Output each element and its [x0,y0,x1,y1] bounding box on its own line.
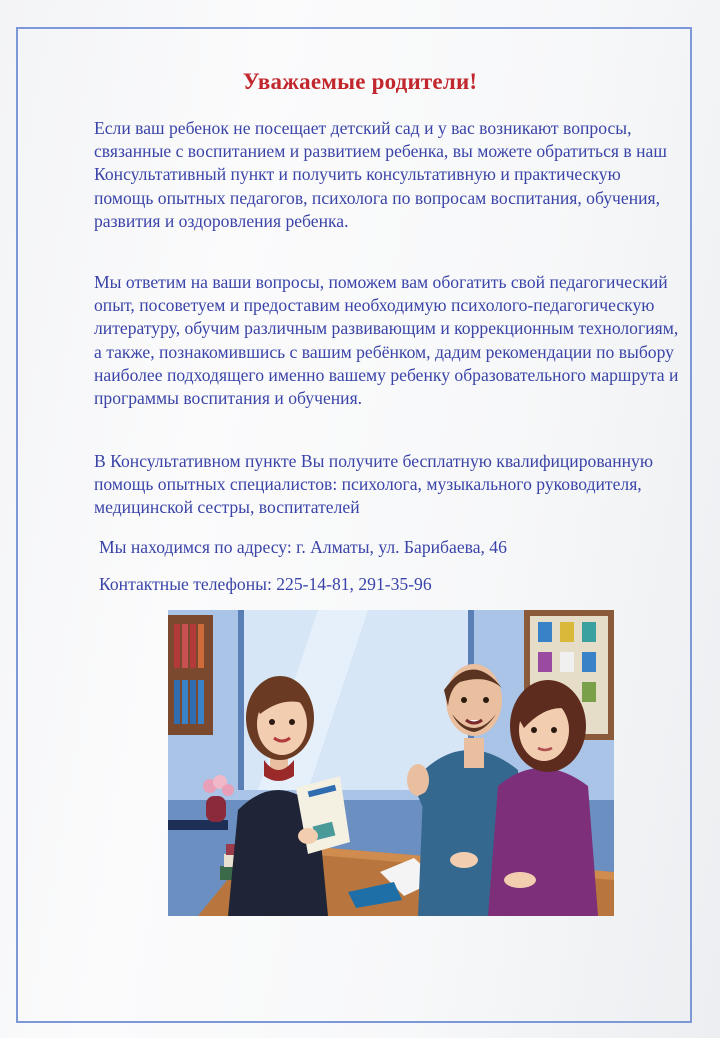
address-line: Мы находимся по адресу: г. Алматы, ул. Барибаева, 46 [99,537,507,557]
page-title: Уважаемые родители! [242,69,478,94]
services-paragraph: Мы ответим на ваши вопросы, поможем вам обогатить свой педагогический опыт, посоветуем и предоставим необходимую психолого-педагогическую литературу, обучим различным развивающим и коррекционным технологиям, а также, познакомившись с вашим ребёнком, дадим рекомендации по выбору наиболее подходящего именно вашему ребенку образовательного маршрута и программы воспитания и обучения. [94,272,679,409]
intro-paragraph: Если ваш ребенок не посещает детский сад и у вас возникают вопросы, связанные с воспитанием и развитием ребенка, вы можете обратиться в наш Консультативный пункт и получить консультативную и практическую помощь опытных педагогов, психолога по вопросам воспитания, обучения, развития и оздоровления ребенка. [94,118,667,231]
consultation-illustration-icon [168,610,614,916]
phones-line: Контактные телефоны: 225-14-81, 291-35-96 [99,574,432,594]
specialists-paragraph: В Консультативном пункте Вы получите бесплатную квалифицированную помощь опытных специалистов: психолога, музыкального руководителя, медицинской сестры, воспитателей [94,451,653,518]
